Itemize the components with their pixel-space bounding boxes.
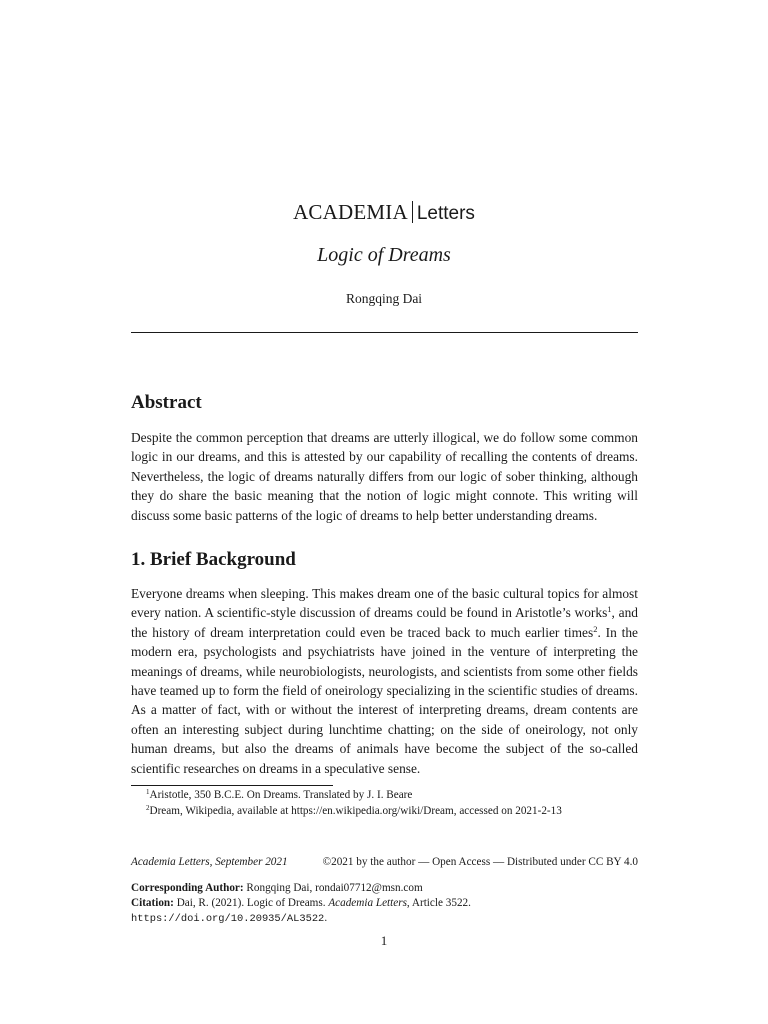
paper-author: Rongqing Dai	[345, 291, 423, 306]
abstract-heading: Abstract	[131, 392, 202, 413]
journal-masthead	[0, 198, 768, 228]
citation	[131, 896, 471, 911]
doi-link[interactable]: https://doi.org/10.20935/AL3522	[131, 913, 325, 926]
footnote-ref[interactable]: 2	[593, 623, 598, 634]
journal-brand: ACADEMIA	[293, 200, 408, 224]
footnote-mark: 2	[146, 803, 150, 812]
abstract-text: Despite the common perception that dreams are utterly illogical, we do follow some common logic in our dreams, and this is attested by our capability of recalling the contents of dreams. Nevertheless, the logic of dreams naturally differs from our logic of sober thinking, although they do share the basic meaning that the notion of logic might connote. This writing will discuss some basic patterns of the logic of dreams to help better understanding dreams.	[131, 430, 638, 523]
license-text: ©2021 by the author — Open Access — Distributed under CC BY 4.0	[322, 856, 638, 868]
section-text-part: Everyone dreams when sleeping. This makes dream one of the basic cultural topics for almost every nation. A scientific-style discussion of dreams could be found in Aristotle’s works	[131, 586, 638, 621]
footnote-text: Aristotle, 350 B.C.E. On Dreams. Translated by J. I. Beare	[149, 789, 413, 801]
paper-title: Logic of Dreams	[317, 244, 451, 266]
page-number: 1	[380, 933, 388, 948]
footnotes	[146, 788, 562, 819]
footnote	[146, 788, 562, 804]
doi-line	[131, 911, 471, 927]
section-text-part: , and the history of dream interpretation could even be traced back to much earlier times	[131, 605, 639, 640]
corresponding-author	[131, 881, 471, 896]
masthead-divider	[412, 201, 413, 223]
citation-journal: Academia Letters	[328, 897, 407, 910]
citation-article: , Article 3522.	[406, 897, 471, 910]
page-footer	[131, 855, 638, 870]
footnote	[146, 804, 562, 820]
footnote-ref[interactable]: 1	[607, 604, 612, 615]
section-text-part: . In the modern era, psychologists and psychiatrists have joined in the venture of interpreting the meanings of dreams, while neurobiologists, neurologists, and scientists from some other fields have teamed up to form the field of oneirology specializing in the scientific studies of dreams. As a matter of fact, with or without the interest of interpreting dreams, dream contents are often an interesting subject during lunchtime chatting; on the side of oneirology, not only human dreams, but also the dreams of animals have become the subject of the so-called scientific researches on dreams in a speculative sense.	[131, 624, 638, 776]
journal-date: Academia Letters, September 2021	[131, 856, 288, 868]
citation-block	[131, 881, 471, 928]
footnote-mark: 1	[146, 788, 150, 796]
journal-section: Letters	[416, 203, 475, 224]
section-body	[131, 584, 638, 778]
section-heading: 1. Brief Background	[131, 549, 296, 570]
title-divider	[131, 332, 638, 333]
corresponding-label: Corresponding Author:	[131, 882, 244, 894]
footnote-text[interactable]: Dream, Wikipedia, available at https://en.wikipedia.org/wiki/Dream, accessed on 2021-2-13	[149, 804, 562, 817]
citation-label: Citation:	[131, 897, 174, 910]
footnote-divider	[131, 785, 333, 786]
corresponding-value[interactable]: Rongqing Dai, rondai07712@msn.com	[246, 882, 423, 894]
citation-text: Dai, R. (2021). Logic of Dreams.	[176, 897, 329, 910]
doi-suffix: .	[324, 912, 328, 925]
